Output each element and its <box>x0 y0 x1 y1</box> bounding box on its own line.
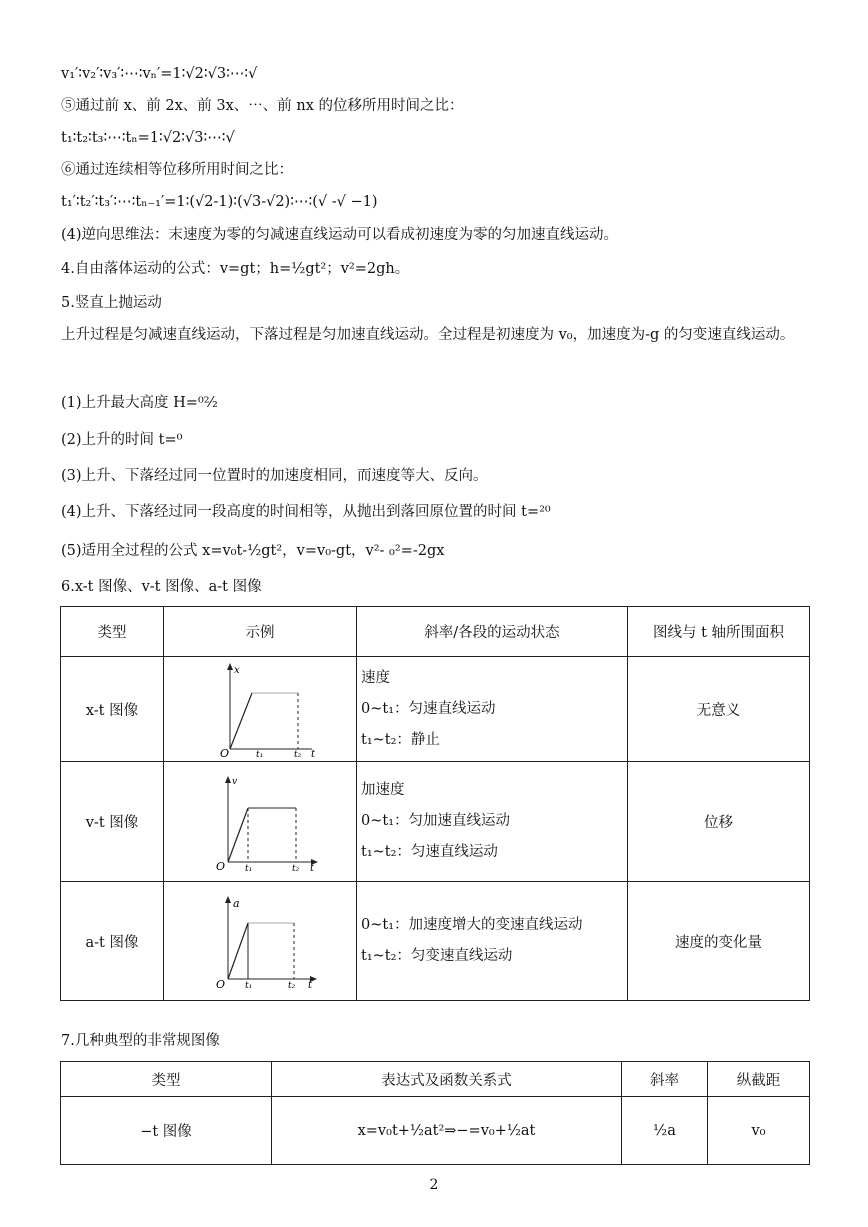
table-row <box>61 1097 810 1165</box>
header-example: 示例 <box>164 607 357 657</box>
intercept-cell: v₀ <box>708 1097 810 1165</box>
desc-line: t₁~t₂：匀速直线运动 <box>361 844 498 860</box>
header-type: 类型 <box>61 1062 272 1097</box>
time-equal-line: (4)上升、下落经过同一段高度的时间相等，从抛出到落回原位置的时间 t=²⁰ <box>61 504 551 520</box>
slope-cell: ½a <box>622 1097 708 1165</box>
axis-label-t: t <box>310 862 315 874</box>
xt-graph-diagram <box>200 661 320 757</box>
ratio-consecutive-time-line: t₁′∶t₂′∶t₃′∶⋯∶tₙ₋₁′=1∶(√2-1)∶(√3-√2)∶⋯∶(√ -√ −1) <box>61 194 378 210</box>
item-5-heading: ⑤通过前 x、前 2x、前 3x、⋯、前 nx 的位移所用时间之比： <box>61 98 464 114</box>
motion-graphs-table <box>60 606 810 1001</box>
axis-label-y: v <box>232 776 238 787</box>
header-slope: 斜率/各段的运动状态 <box>357 607 628 657</box>
table-row <box>61 882 810 1001</box>
t2-label: t₂ <box>288 981 296 991</box>
table-row <box>61 657 810 762</box>
area-cell: 速度的变化量 <box>628 882 810 1001</box>
axis-label-t: t <box>311 749 316 757</box>
row-type: a-t 图像 <box>61 882 164 1001</box>
table-row <box>61 762 810 882</box>
axis-label-t: t <box>308 980 313 991</box>
axis-label-y: a <box>233 897 240 910</box>
header-slope: 斜率 <box>622 1062 708 1097</box>
desc-line: 加速度 <box>361 782 405 798</box>
description-cell <box>357 762 628 882</box>
example-cell <box>164 657 357 762</box>
description-cell <box>357 657 628 762</box>
header-type: 类型 <box>61 607 164 657</box>
section-7-heading: 7.几种典型的非常规图像 <box>61 1033 220 1049</box>
origin-label: O <box>220 747 230 757</box>
vt-graph-diagram <box>200 770 320 874</box>
example-cell <box>164 762 357 882</box>
special-graphs-table <box>60 1061 810 1165</box>
whole-process-formula-line: (5)适用全过程的公式 x=v₀t-½gt²，v=v₀-gt，v²- ₀²=-2gx <box>61 543 445 559</box>
max-height-line: (1)上升最大高度 H=⁰²⁄₂ <box>61 395 218 411</box>
expression-cell: x=v₀t+½at²⇒−=v₀+½at <box>272 1097 622 1165</box>
t2-label: t₂ <box>292 863 300 874</box>
axis-label-y: x <box>234 665 240 676</box>
rise-time-line: (2)上升的时间 t=⁰ <box>61 432 183 448</box>
section-5-heading: 5.竖直上抛运动 <box>61 295 162 311</box>
desc-line: t₁~t₂：匀变速直线运动 <box>361 948 513 964</box>
t1-label: t₁ <box>245 863 253 874</box>
free-fall-formula-line: 4.自由落体运动的公式：v=gt；h=½gt²；v²=2gh。 <box>61 261 410 277</box>
example-cell <box>164 882 357 1001</box>
ratio-time-line: t₁∶t₂∶t₃∶⋯∶tₙ=1∶√2∶√3∶⋯∶√ <box>61 130 235 146</box>
origin-label: O <box>216 978 226 991</box>
ratio-velocity-line: v₁′∶v₂′∶v₃′∶⋯∶vₙ′=1∶√2∶√3∶⋯∶√ <box>61 66 258 82</box>
area-cell: 无意义 <box>628 657 810 762</box>
t1-label: t₁ <box>256 750 264 757</box>
desc-line: t₁~t₂：静止 <box>361 731 440 748</box>
t2-label: t₂ <box>294 750 302 757</box>
desc-line: 0~t₁：加速度增大的变速直线运动 <box>361 917 583 933</box>
page-number: 2 <box>429 1177 439 1193</box>
reverse-thinking-line: (4)逆向思维法：末速度为零的匀减速直线运动可以看成初速度为零的匀加速直线运动。 <box>61 227 619 243</box>
vertical-throw-paragraph: 上升过程是匀减速直线运动，下落过程是匀加速直线运动。全过程是初速度为 v₀，加速度为-g 的匀变速直线运动。 <box>61 327 795 343</box>
header-expression: 表达式及函数关系式 <box>272 1062 622 1097</box>
origin-label: O <box>216 859 226 873</box>
section-6-heading: 6.x-t 图像、v-t 图像、a-t 图像 <box>61 579 262 595</box>
desc-line: 0~t₁：匀加速直线运动 <box>361 813 511 829</box>
row-type: v-t 图像 <box>61 762 164 882</box>
acceleration-same-line: (3)上升、下落经过同一位置时的加速度相同，而速度等大、反向。 <box>61 468 488 484</box>
desc-line: 0~t₁：匀速直线运动 <box>361 700 496 717</box>
desc-line: 速度 <box>361 669 390 686</box>
at-graph-diagram <box>200 889 320 993</box>
row-type: −t 图像 <box>61 1097 272 1165</box>
description-cell <box>357 882 628 1001</box>
row-type: x-t 图像 <box>61 657 164 762</box>
header-intercept: 纵截距 <box>708 1062 810 1097</box>
area-cell: 位移 <box>628 762 810 882</box>
t1-label: t₁ <box>245 981 253 991</box>
header-area: 图线与 t 轴所围面积 <box>628 607 810 657</box>
item-6-heading: ⑥通过连续相等位移所用时间之比： <box>61 162 293 178</box>
